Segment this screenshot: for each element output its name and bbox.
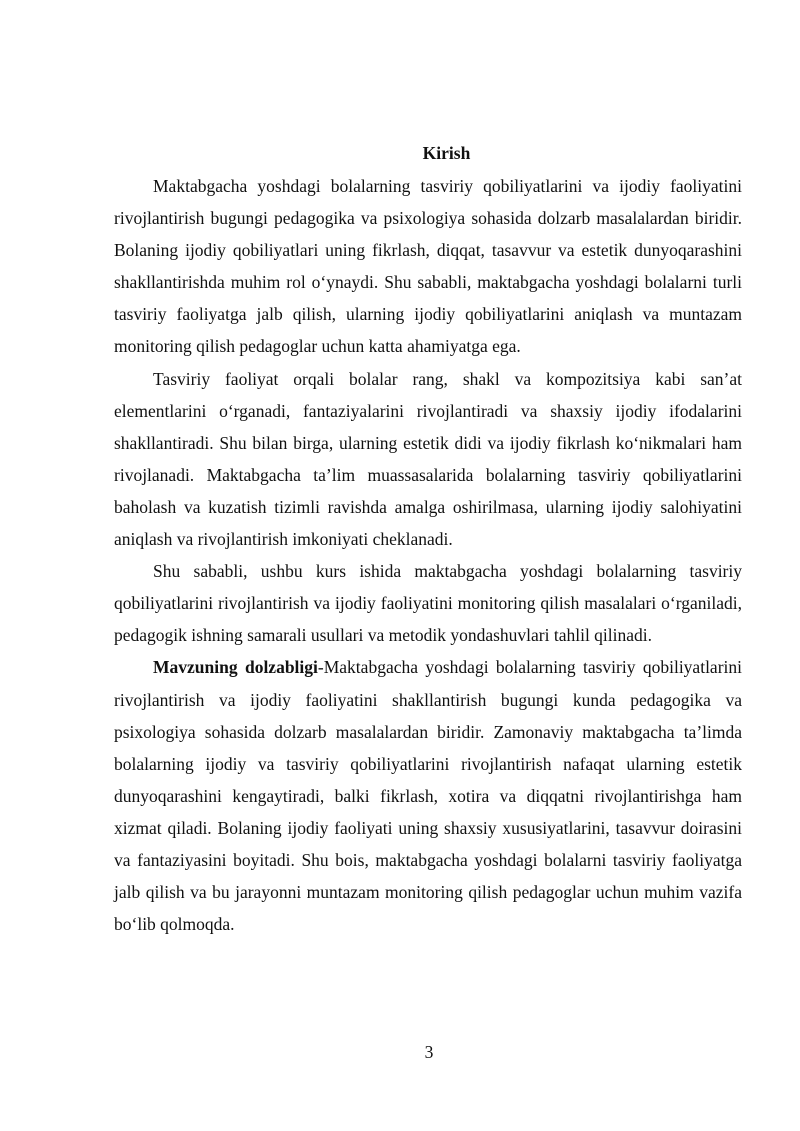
body-text [114,170,742,940]
paragraph-4 [114,651,742,940]
paragraph-3-text: Shu sababli, ushbu kurs ishida maktabgacha yoshdagi bolalarning tasviriy qobiliyatlarini rivojlantirish va ijodiy faoliyatini monitoring qilish masalalari o‘rganiladi, pedagogik ishning samarali usullari va metodik yondashuvlari tahlil qilinadi. [114,561,742,646]
paragraph-3 [114,555,742,651]
paragraph-2 [114,363,742,556]
section-title: Kirish [422,143,471,163]
topic-relevance-heading: Mavzuning dolzabligi [153,657,318,678]
paragraph-2-text: Tasviriy faoliyat orqali bolalar rang, shakl va kompozitsiya kabi san’at elementlarini o‘rganadi, fantaziyalarini rivojlantiradi va shaxsiy ijodiy ifodalarini shakllantiradi. Shu bilan birga, ularning estetik didi va ijodiy fikrlash ko‘nikmalari ham rivojlanadi. Maktabgacha ta’lim muassasalarida bolalarning tasviriy qobiliyatlarini baholash va kuzatish tizimli ravishda amalga oshirilmasa, ularning ijodiy salohiyatini aniqlash va rivojlantirish imkoniyati cheklanadi. [114,368,742,550]
paragraph-4-text: -Maktabgacha yoshdagi bolalarning tasviriy qobiliyatlarini rivojlantirish va ijodiy faoliyatini shakllantirish bugungi kunda pedagogika va psixologiya sohasida dolzarb masalalardan biridir. Zamonaviy maktabgacha ta’limda bolalarning ijodiy va tasviriy qobiliyatlarini rivojlantirish nafaqat ularning estetik dunyoqarashini kengaytiradi, balki fikrlash, xotira va diqqatni rivojlantirishga ham xizmat qiladi. Bolaning ijodiy faoliyati uning shaxsiy xususiyatlarini, tasavvur doirasini va fantaziyasini boyitadi. Shu bois, maktabgacha yoshdagi bolalarni tasviriy faoliyatga jalb qilish va bu jarayonni muntazam monitoring qilish pedagoglar uchun muhim vazifa bo‘lib qolmoqda. [114,657,742,935]
paragraph-1-text: Maktabgacha yoshdagi bolalarning tasviriy qobiliyatlarini va ijodiy faoliyatini rivojlantirish bugungi pedagogika va psixologiya sohasida dolzarb masalalardan biridir. Bolaning ijodiy qobiliyatlari uning fikrlash, diqqat, tasavvur va estetik dunyoqarashini shakllantirishda muhim rol o‘ynaydi. Shu sababli, maktabgacha yoshdagi bolalarni turli tasviriy faoliyatga jalb qilish, ularning ijodiy qobiliyatlarini aniqlash va muntazam monitoring qilish pedagoglar uchun katta ahamiyatga ega. [114,176,742,357]
page-number: 3 [424,1042,434,1062]
paragraph-1 [114,170,742,363]
